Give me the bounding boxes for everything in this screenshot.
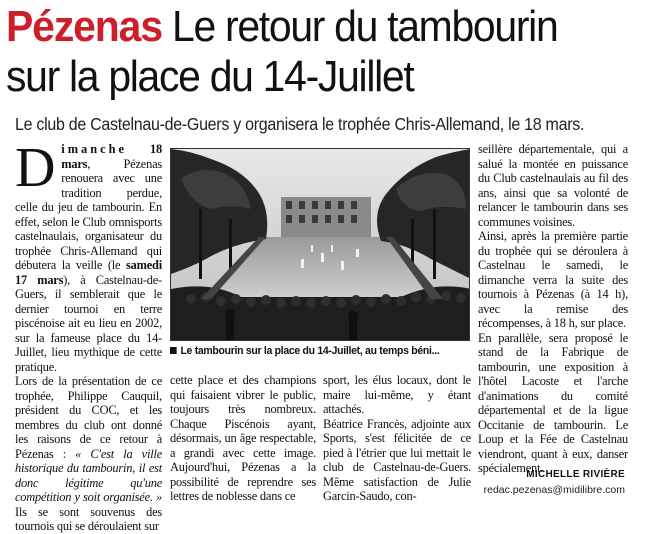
article-column-4: [478, 142, 628, 476]
photo-illustration: [171, 149, 470, 341]
caption-square-icon: [170, 347, 177, 354]
date-highlight: 18 mars: [61, 142, 162, 171]
paragraph-text: cette place et des champions qui faisaient vibrer le public, toujours très nombreux. Chaque Piscénois ayant, désormais, un âge respectable, a grandi avec cette image. Aujourd'hui, Pézenas a la possibilité de reprendre ses lettres de noblesse dans ce: [170, 373, 316, 503]
caption-text: Le tambourin sur la place du 14-Juillet, au temps béni...: [180, 345, 440, 357]
author-byline: MICHELLE RIVIÈRE: [526, 469, 625, 480]
paragraph-text: Ainsi, après la première partie du trophée qui se déroulera à Castelnau le samedi, le dimanche verra la suite des tournois à Pézenas (à 14 h), avec la remise des récompenses, à 18 h, sur place.: [478, 229, 628, 330]
date-highlight: samedi 17 mars: [15, 258, 162, 287]
paragraph-text: En parallèle, sera proposé le stand de la Fabrique de tambourin, une exposition à l'hôtel Lacoste et l'arche d'animations du comité départemental et de la ligue Occitanie de tambourin. Le Loup et la Fée de Castelnau viendront, quant à eux, danser spécialement.: [478, 330, 628, 475]
paragraph-text: Béatrice Francès, adjointe aux Sports, s'est félicitée de ce pied à l'étrier que lui mettait le club de Castelnau-de-Guers. Même satisfaction de Julie Garcin-Saudo, con-: [323, 416, 471, 503]
article-column-2: [170, 373, 316, 504]
paragraph-text: Lors de la présentation de ce trophée, Philippe Cauquil, président du COC, et les membres du club ont donné les raisons de ce retour à Pézenas :: [15, 374, 162, 461]
photo-tambourin-match: [170, 148, 470, 341]
headline: [6, 2, 597, 102]
headline-place: Pézenas: [6, 2, 162, 51]
paragraph-text: , Pézenas renouera avec une tradition perdue, celle du jeu de tambourin. En effet, selon le Club omnisports castelnaulais, organisateur du trophée Chris-Allemand qui débutera la veille (le: [15, 156, 162, 272]
author-email-link[interactable]: redac.pezenas@midilibre.com: [483, 484, 625, 496]
paragraph-text: sport, les élus locaux, dont le maire lui-même, y étant attachés.: [323, 373, 471, 416]
headline-line1: Le retour du tambourin: [172, 2, 558, 51]
headline-line2: sur la place du 14-Juillet: [6, 52, 414, 101]
paragraph-text: seillère départementale, qui a salué la montée en puissance du Club castelnaulais au fil des ans, ainsi que sa volonté de relancer le tambourin dans ses communes voisines.: [478, 142, 628, 229]
article-column-1: [15, 137, 162, 534]
paragraph-text: ), à Castelnau-de-Guers, il semblerait que le dernier tournoi en terre piscénoise ait eu lieu en 2002, sur la fameuse place du 14-Juillet, lieu mythique de cette pratique.: [15, 272, 162, 374]
drop-cap: D: [15, 137, 56, 199]
article-column-3: [323, 373, 471, 504]
opening-word: imanche: [61, 142, 127, 156]
subtitle: Le club de Castelnau-de-Guers y organisera le trophée Chris-Allemand, le 18 mars.: [15, 114, 585, 134]
photo-caption: [170, 345, 455, 357]
paragraph-text: Ils se sont souvenus des tournois qui se déroulaient sur: [15, 504, 162, 533]
quote: « C'est la ville historique du tambourin, il est donc légitime qu'une compétition y soit organisée. »: [15, 446, 162, 504]
